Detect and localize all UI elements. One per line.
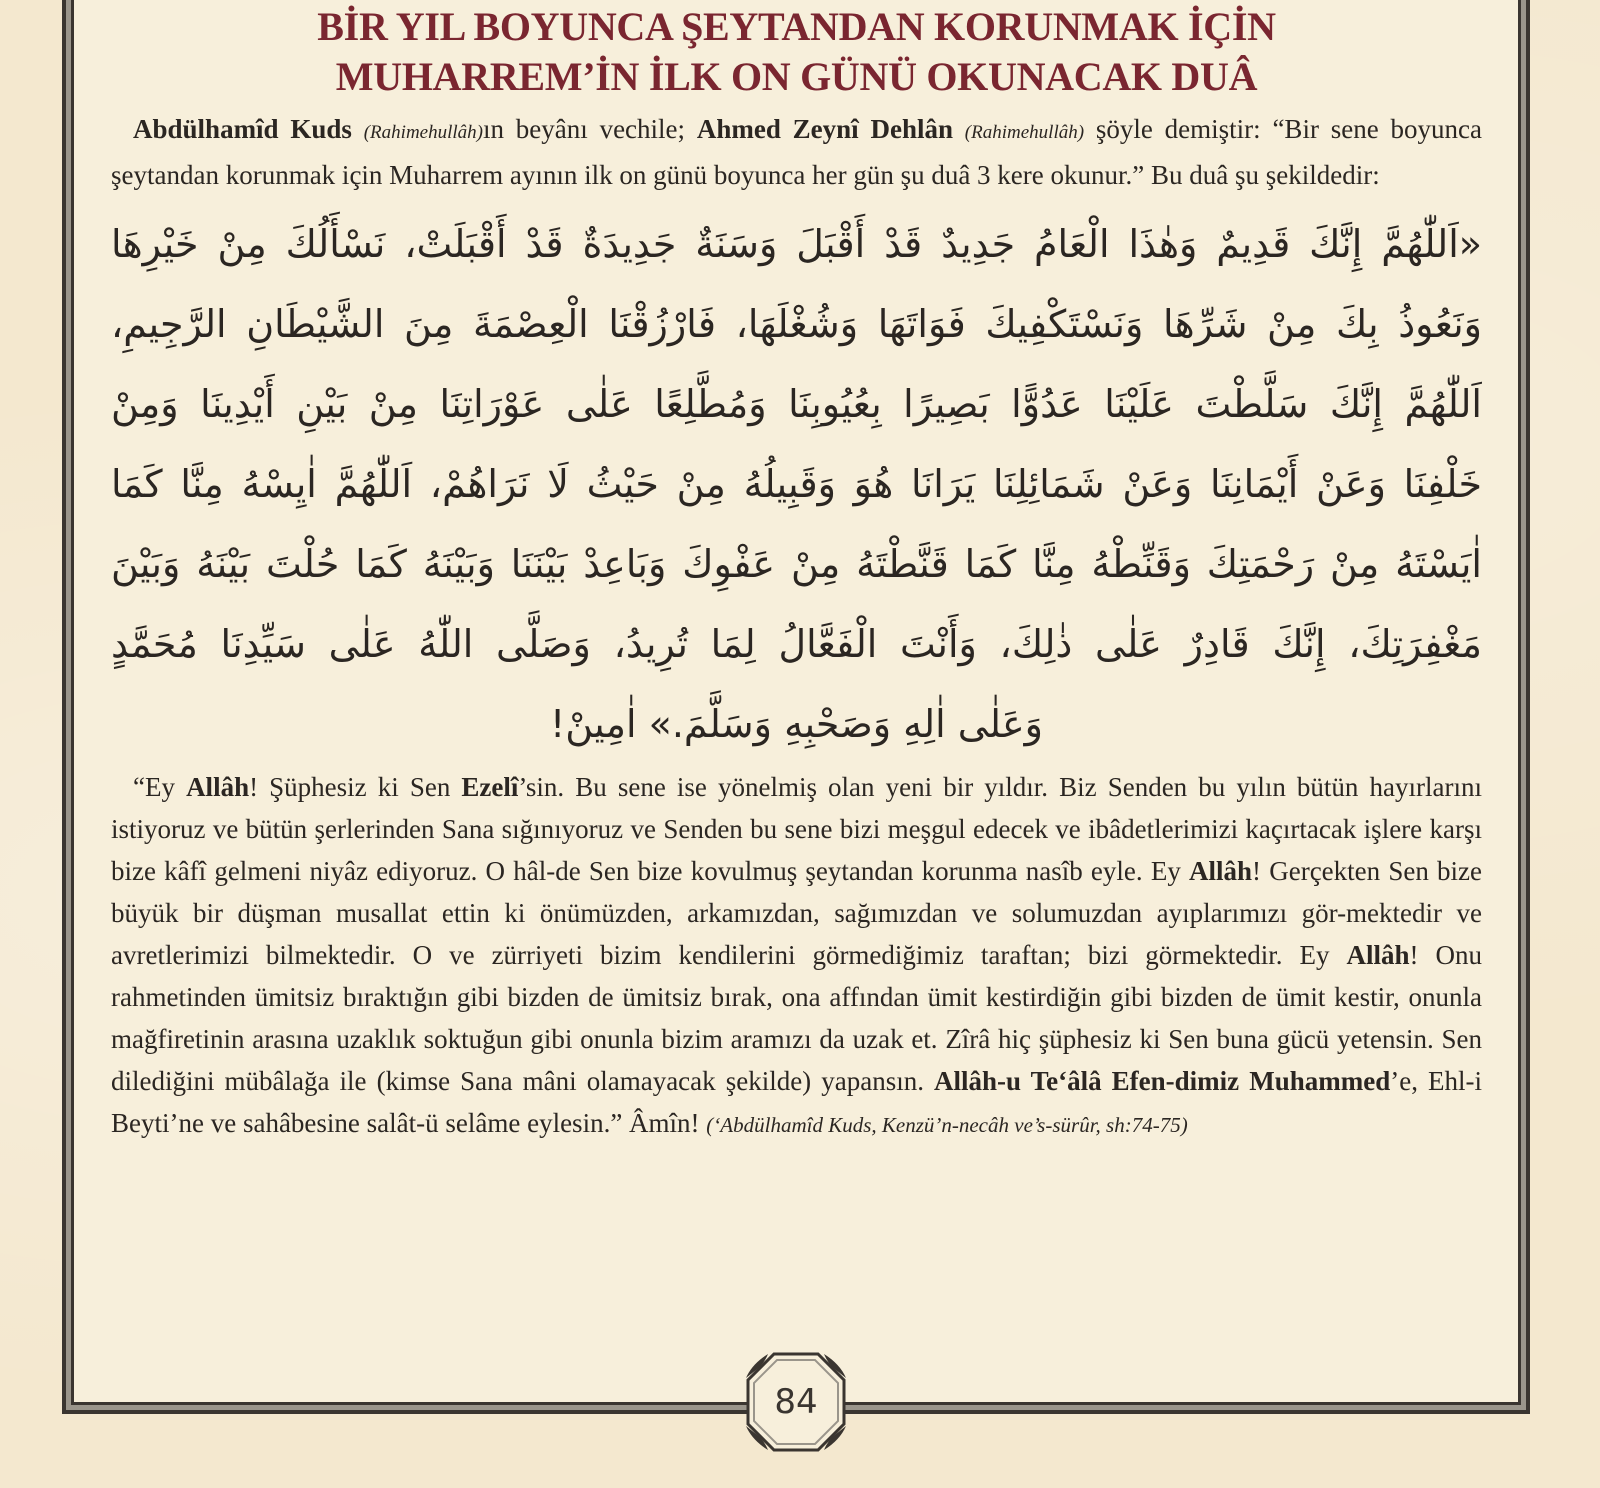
intro-text-1: ın beyânı vechile; (483, 114, 697, 144)
translation-text: “Ey (133, 772, 187, 802)
translation-bold: Allâh (186, 772, 250, 802)
title-line-1: BİR YIL BOYUNCA ŞEYTANDAN KORUNMAK İÇİN (317, 4, 1276, 49)
page-frame-outer (62, 0, 1530, 1422)
translation-text: ! Onu rahmetinden ümitsiz bıraktığın gibi bizden de ümitsiz bırak, ona affından ümit kestirdiğin gibi bizden de ümit kestir, onunla mağfiretinin arasına uzaklık soktuğun gibi onunla bizim aramızı da uzak et. Zîrâ hiç şüphesiz ki Sen buna gücü yetensin. Sen dilediğini mübâlağa ile (kimse Sana mâni olamayacak şekilde) yapansın. (111, 940, 1482, 1096)
arabic-line: اٰيَسْتَهُ مِنْ رَحْمَتِكَ وَقَنِّطْهُ مِنَّا كَمَا قَنَّطْتَهُ مِنْ عَفْوِكَ وَبَاعِدْ بَيْنَنَا وَبَيْنَهُ كَمَا حُلْتَ بَيْنَهُ وَبَيْنَ (111, 542, 1482, 586)
arabic-line: «اَللّٰهُمَّ إِنَّكَ قَدِيمٌ وَهٰذَا الْعَامُ جَدِيدٌ قَدْ أَقْبَلَ وَسَنَةٌ جَدِيدَةٌ قَدْ أَقْبَلَتْ، نَسْأَلُكَ مِنْ خَيْرِهَا (111, 222, 1482, 266)
title-line-2: MUHARREM’İN İLK ON GÜNÜ OKUNACAK DUÂ (335, 54, 1258, 99)
arabic-line-last: وَعَلٰى اٰلِهِ وَصَحْبِهِ وَسَلَّمَ.» اٰمِينْ! (549, 702, 1044, 746)
translation-bold: Allâh (1189, 856, 1253, 886)
translation-text: ’e, Ehl-i Beyti’ne ve sahâbesine salât-ü selâme eylesin.” Âmîn! (111, 1066, 1482, 1138)
page-content (111, 2, 1482, 1146)
translation-bold: Allâh-u Te‘âlâ Efen-dimiz Muhammed (934, 1066, 1391, 1096)
author-name-2: Ahmed Zeynî Dehlân (696, 114, 953, 144)
honorific-1: (Rahimehullâh) (363, 122, 483, 143)
author-name-1: Abdülhamîd Kuds (133, 114, 352, 144)
intro-text-2: şöyle demiştir: “Bir sene boyunca şeytandan korunmak için Muharrem ayının ilk on günü boyunca her gün şu duâ 3 kere okunur.” Bu duâ şu şekildedir: (111, 114, 1482, 190)
translation-text: ! Gerçekten Sen bize büyük bir düşman musallat ettin ki önümüzden, arkamızdan, sağımızdan ve solumuzdan ayıplarımızı gör-mektedir ve avretlerimizi bilmektedir. O ve zürriyeti bizim kendilerini görmediğimiz taraftan; bizi görmektedir. Ey (111, 856, 1482, 970)
page-number-ornament (744, 1350, 848, 1454)
arabic-line: اَللّٰهُمَّ إِنَّكَ سَلَّطْتَ عَلَيْنَا عَدُوًّا بَصِيرًا بِعُيُوبِنَا وَمُطَّلِعًا عَلٰى عَوْرَاتِنَا مِنْ بَيْنِ أَيْدِينَا وَمِنْ (111, 382, 1482, 426)
translation-text: ’sin. Bu sene ise yönelmiş olan yeni bir yıldır. Biz Senden bu yılın bütün hayırlarını istiyoruz ve bütün şerlerinden Sana sığınıyoruz ve Senden bu sene bizi meşgul edecek ve ibâdetlerimizi kaçırtacak işlere karşı bize kâfî gelmeni niyâz ediyoruz. O hâl-de Sen bize kovulmuş şeytandan korunma nasîb eyle. Ey (111, 772, 1482, 886)
arabic-prayer (111, 204, 1482, 764)
translation-text: ! Şüphesiz ki Sen (249, 772, 462, 802)
source-citation: (‘Abdülhamîd Kuds, Kenzü’n-necâh ve’s-sürûr, sh:74-75) (706, 1113, 1188, 1137)
page-frame-inner (71, 0, 1521, 1422)
honorific-2: (Rahimehullâh) (964, 122, 1085, 143)
arabic-line: مَغْفِرَتِكَ، إِنَّكَ قَادِرٌ عَلٰى ذٰلِكَ، وَأَنْتَ الْفَعَّالُ لِمَا تُرِيدُ، وَصَلَّى اللّٰهُ عَلٰى سَيِّدِنَا مُحَمَّدٍ (111, 622, 1482, 666)
translation-bold: Ezelî (461, 772, 519, 802)
translation-bold: Allâh (1346, 940, 1410, 970)
intro-paragraph (111, 108, 1482, 196)
page-number: 84 (774, 1382, 818, 1422)
translation-paragraph (111, 766, 1482, 1146)
arabic-line: خَلْفِنَا وَعَنْ أَيْمَانِنَا وَعَنْ شَمَائِلِنَا يَرَانَا هُوَ وَقَبِيلُهُ مِنْ حَيْثُ لَا نَرَاهُمْ، اَللّٰهُمَّ اٰيِسْهُ مِنَّا كَمَا (111, 462, 1482, 506)
arabic-line: وَنَعُوذُ بِكَ مِنْ شَرِّهَا وَنَسْتَكْفِيكَ فَوَاتَهَا وَشُغْلَهَا، فَارْزُقْنَا الْعِصْمَةَ مِنَ الشَّيْطَانِ الرَّجِيمِ، (111, 302, 1482, 346)
page-title (111, 2, 1482, 102)
